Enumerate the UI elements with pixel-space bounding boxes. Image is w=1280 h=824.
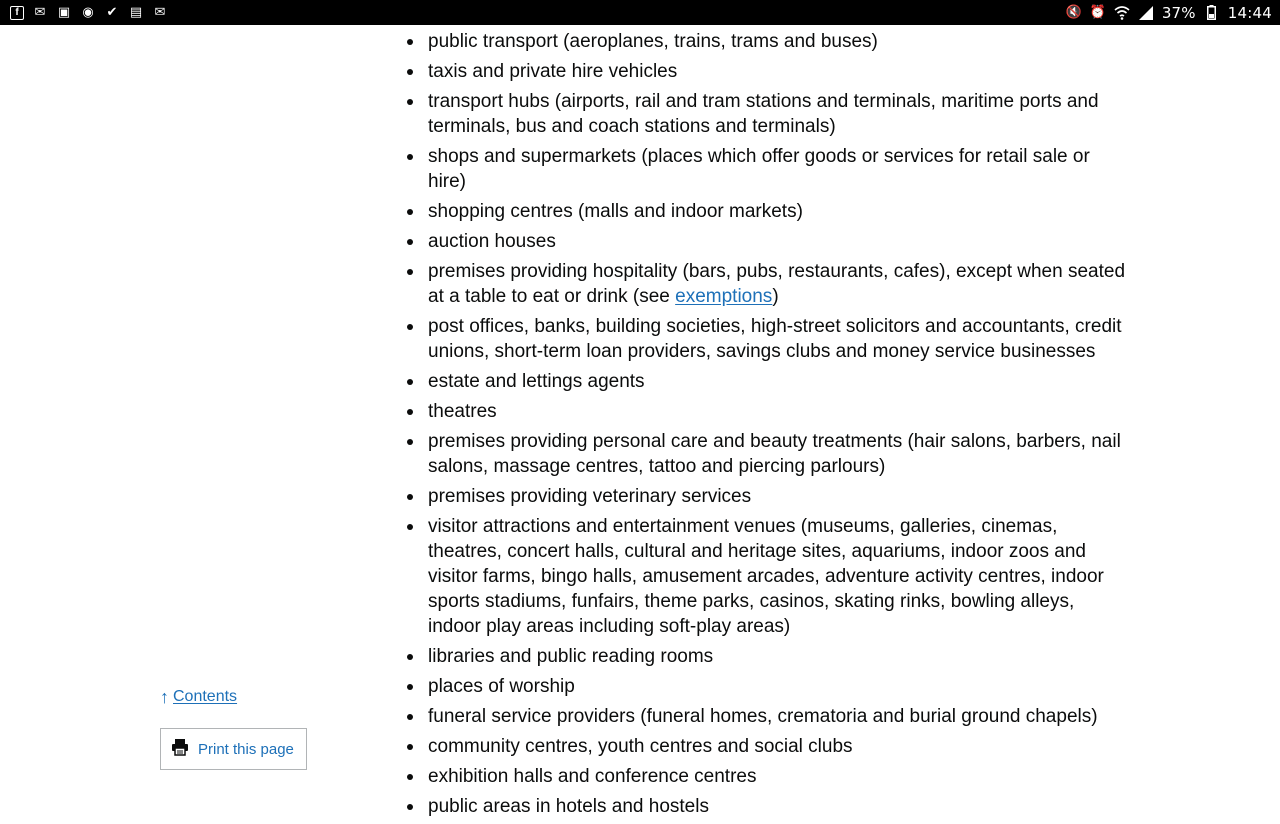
- facebook-icon: f: [10, 6, 24, 20]
- list-item: public transport (aeroplanes, trains, trams and buses): [390, 29, 1130, 54]
- status-bar: [0, 0, 1280, 25]
- clock: 14:44: [1227, 3, 1272, 22]
- list-item: visitor attractions and entertainment venues (museums, galleries, cinemas, theatres, concert halls, cultural and heritage sites, aquariums, indoor zoos and visitor farms, bingo halls, amusement arcades, adventure activity centres, indoor sports stadiums, funfairs, theme parks, casinos, skating rinks, bowling alleys, indoor play areas including soft-play areas): [390, 514, 1130, 639]
- list-item: [390, 259, 1130, 309]
- contents-link[interactable]: [160, 688, 237, 706]
- print-page-label: Print this page: [198, 740, 294, 758]
- list-item: auction houses: [390, 229, 1130, 254]
- list-item: exhibition halls and conference centres: [390, 764, 1130, 789]
- contents-link-label: Contents: [173, 688, 238, 705]
- list-item: community centres, youth centres and social clubs: [390, 734, 1130, 759]
- main-content: [390, 29, 1130, 824]
- list-item: places of worship: [390, 674, 1130, 699]
- list-item: shops and supermarkets (places which offer goods or services for retail sale or hire): [390, 144, 1130, 194]
- battery-percent: 37%: [1161, 3, 1196, 22]
- list-item: public areas in hotels and hostels: [390, 794, 1130, 819]
- list-item-text: premises providing hospitality (bars, pubs, restaurants, cafes), except when seated at a table to eat or drink (see: [428, 261, 1126, 307]
- system-icons: [1065, 4, 1272, 22]
- notification-icons: [10, 5, 168, 21]
- list-item: post offices, banks, building societies, high-street solicitors and accountants, credit unions, short-term loan providers, savings clubs and money service businesses: [390, 314, 1130, 364]
- list-item: funeral service providers (funeral homes, crematoria and burial ground chapels): [390, 704, 1130, 729]
- task-check-icon: ✔: [106, 4, 118, 20]
- gb-news-icon: ▤: [129, 4, 143, 20]
- list-item: transport hubs (airports, rail and tram stations and terminals, maritime ports and terminals, bus and coach stations and terminals): [390, 89, 1130, 139]
- missed-mail-icon: ✉: [34, 4, 46, 20]
- printer-icon: [171, 738, 189, 761]
- list-item: estate and lettings agents: [390, 369, 1130, 394]
- list-item: premises providing veterinary services: [390, 484, 1130, 509]
- alarm-icon: ⏰: [1089, 4, 1106, 20]
- list-item: shopping centres (malls and indoor markets): [390, 199, 1130, 224]
- settings-list: [390, 29, 1130, 819]
- list-item: theatres: [390, 399, 1130, 424]
- exemptions-link[interactable]: exemptions: [675, 286, 773, 307]
- list-item: libraries and public reading rooms: [390, 644, 1130, 669]
- list-item: taxis and private hire vehicles: [390, 59, 1130, 84]
- print-page-button[interactable]: [160, 728, 307, 770]
- list-item-text: ): [772, 286, 779, 307]
- wifi-icon: [1114, 5, 1130, 21]
- battery-icon: [1204, 5, 1220, 21]
- signal-icon: [1138, 5, 1154, 21]
- arrow-up-icon: ↑: [160, 687, 169, 707]
- list-item: premises providing personal care and beauty treatments (hair salons, barbers, nail salons, massage centres, tattoo and piercing parlours): [390, 429, 1130, 479]
- gallery-icon: ▣: [57, 4, 71, 20]
- mail-icon: ✉: [154, 4, 166, 20]
- messenger-icon: ◉: [82, 4, 94, 20]
- vibrate-mute-icon: 🔇: [1065, 4, 1082, 20]
